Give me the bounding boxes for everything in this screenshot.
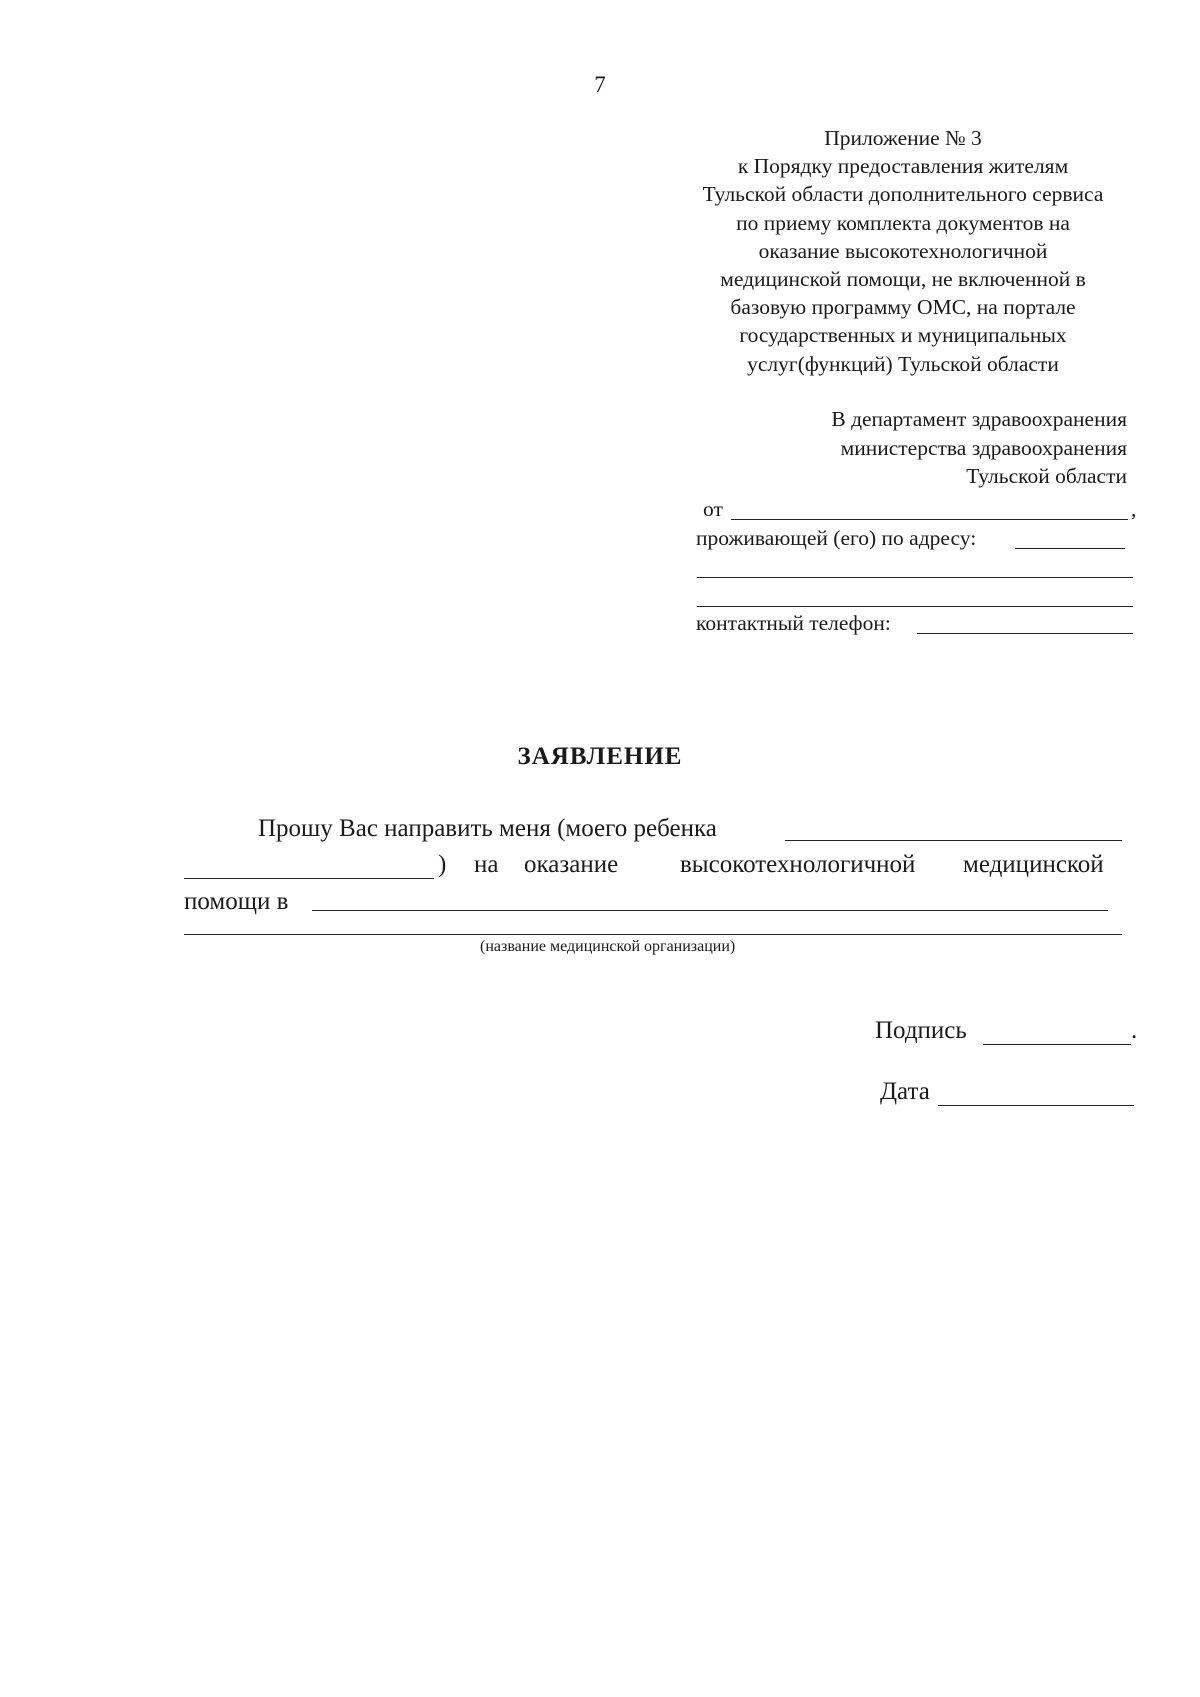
document-title: ЗАЯВЛЕНИЕ — [517, 743, 683, 770]
address-field-line-3[interactable] — [697, 606, 1133, 607]
statement-word: медицинской — [963, 851, 1104, 878]
signature-field[interactable] — [983, 1044, 1131, 1045]
statement-line-3-label: помощи в — [184, 888, 289, 915]
signature-label: Подпись — [875, 1017, 967, 1044]
statement-line-1: Прошу Вас направить меня (моего ребенка — [258, 815, 717, 842]
medical-org-field-1[interactable] — [312, 910, 1108, 911]
appendix-line: оказание высокотехнологичной — [758, 238, 1048, 263]
signature-dot: . — [1131, 1017, 1138, 1044]
appendix-line: государственных и муниципальных — [739, 323, 1067, 348]
child-name-field-2[interactable] — [184, 878, 434, 879]
from-label: от — [703, 497, 723, 521]
appendix-line: Приложение № 3 — [824, 126, 982, 150]
appendix-line: услуг(функций) Тульской области — [747, 351, 1059, 376]
appendix-line: к Порядку предоставления жителям — [737, 154, 1069, 179]
statement-word: высокотехнологичной — [680, 851, 916, 878]
from-name-field[interactable] — [731, 519, 1128, 520]
addressee-line: В департамент здравоохранения — [831, 407, 1127, 431]
appendix-line: медицинской помощи, не включенной в — [720, 267, 1086, 292]
addressee-block — [831, 405, 1127, 491]
appendix-line: по приему комплекта документов на — [736, 210, 1070, 235]
appendix-header — [653, 124, 1153, 378]
appendix-line: Тульской области дополнительного сервиса — [702, 182, 1104, 207]
address-field-line-2[interactable] — [697, 577, 1133, 578]
appendix-line: базовую программу ОМС, на портале — [730, 295, 1076, 320]
child-name-field-1[interactable] — [785, 840, 1122, 841]
medical-org-caption: (название медицинской организации) — [480, 938, 736, 955]
phone-label: контактный телефон: — [696, 611, 891, 635]
addressee-line: министерства здравоохранения — [840, 435, 1127, 460]
page-number: 7 — [594, 72, 606, 97]
address-label: проживающей (его) по адресу: — [696, 526, 977, 550]
medical-org-field-2[interactable] — [184, 934, 1122, 935]
addressee-line: Тульской области — [966, 464, 1127, 488]
statement-word: на — [474, 851, 499, 878]
from-comma: , — [1131, 497, 1137, 521]
date-field[interactable] — [938, 1105, 1134, 1106]
statement-word: оказание — [524, 851, 619, 878]
statement-close-paren: ) — [438, 851, 447, 878]
address-field-line-1[interactable] — [1015, 548, 1125, 549]
date-label: Дата — [880, 1078, 930, 1105]
phone-field[interactable] — [917, 633, 1133, 634]
